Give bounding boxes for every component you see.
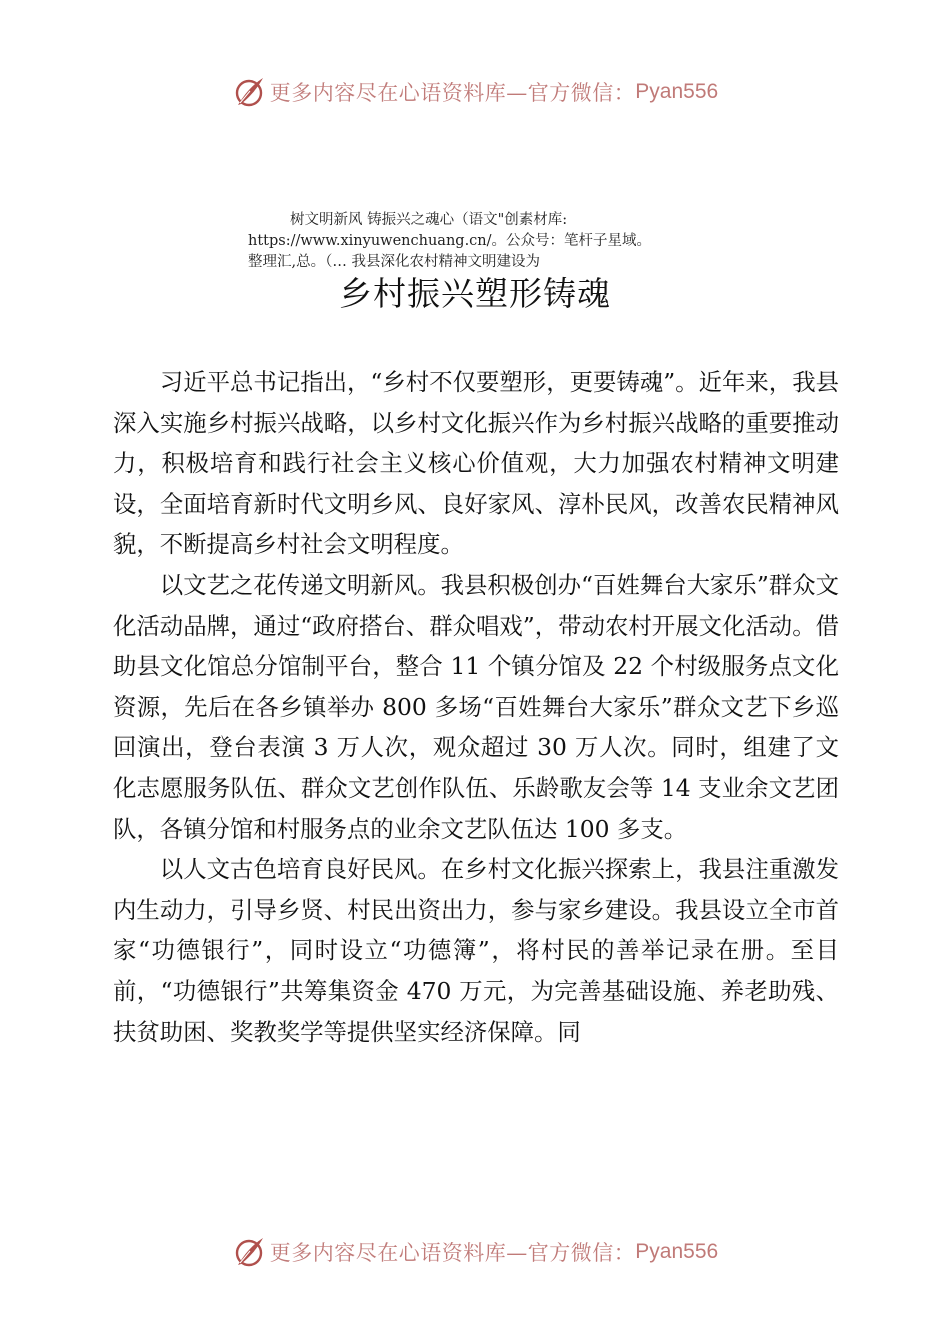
header-note [248,210,718,273]
header-note-line-3: 整理汇,总。（… 我县深化农村精神文明建设为 [248,254,540,270]
paragraph-3: 以人文古色培育良好民风。在乡村文化振兴探索上，我县注重激发内生动力，引导乡贤、村民出资出力，参与家乡建设。我县设立全市首家“功德银行”，同时设立“功德簿”，将村民的善举记录在册。至目前，“功德银行”共筹集资金 470 万元，为完善基础设施、养老助残、扶贫助困、奖教奖学等提供坚实经济保障。同 [113,855,839,1046]
header-note-line-2: https://www.xinyuwenchuang.cn/。公众号：笔杆子星域。 [248,233,652,249]
paragraph-2: 以文艺之花传递文明新风。我县积极创办“百姓舞台大家乐”群众文化活动品牌，通过“政府搭台、群众唱戏”，带动农村开展文化活动。借助县文化馆总分馆制平台，整合 11 个镇分馆及 22 个村级服务点文化资源，先后在各乡镇举办 800 多场“百姓舞台大家乐”群众文艺下乡巡回演出，登台表演 3 万人次，观众超过 30 万人次。同时，组建了文化志愿服务队伍、群众文艺创作队伍、乐龄歌友会等 14 支业余文艺团队，各镇分馆和村服务点的业余文艺队伍达 100 多支。 [113,570,839,843]
quill-pen-logo-icon [232,75,266,109]
watermark-text: 更多内容尽在心语资料库—官方微信： [269,1241,636,1265]
watermark-handle: Pyan556 [635,80,719,103]
watermark-handle: Pyan556 [635,1240,719,1263]
quill-pen-logo-icon [232,1235,266,1269]
document-body [113,362,839,1052]
watermark-bottom [0,1232,950,1272]
document-title: 乡村振兴塑形铸魂 [339,274,611,313]
header-note-line-1: 树文明新风 铸振兴之魂心（语文"创素材库: [290,212,568,228]
paragraph-1: 习近平总书记指出，“乡村不仅要塑形，更要铸魂”。近年来，我县深入实施乡村振兴战略，以乡村文化振兴作为乡村振兴战略的重要推动力，积极培育和践行社会主义核心价值观，大力加强农村精神文明建设，全面培育新时代文明乡风、良好家风、淳朴民风，改善农民精神风貌，不断提高乡村社会文明程度。 [113,368,839,559]
watermark-text: 更多内容尽在心语资料库—官方微信： [269,81,636,105]
watermark-top [0,72,950,112]
